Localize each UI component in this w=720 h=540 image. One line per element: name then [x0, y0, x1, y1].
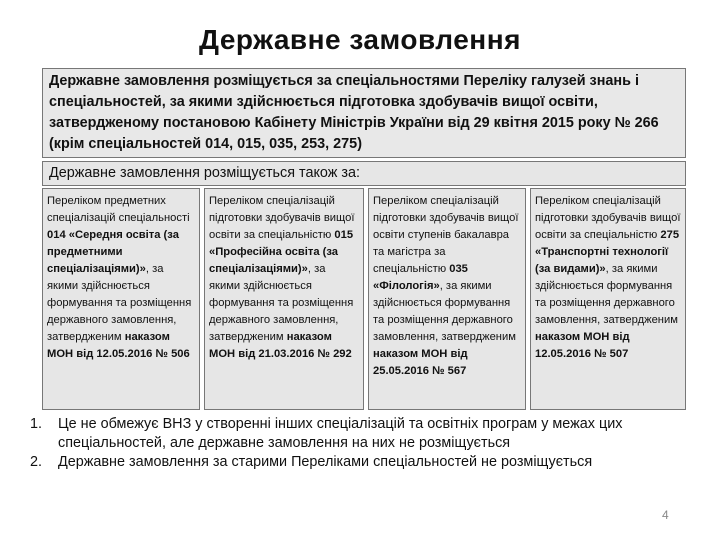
column-text: Переліком спеціалізацій підготовки здобувачів вищої освіти за спеціальністю [209, 195, 355, 241]
specialization-columns [42, 188, 686, 410]
slide-title: Державне замовлення [199, 24, 521, 55]
column-specialty: 035 «Філологія» [373, 263, 468, 292]
column-specialty: 275 «Транспортні технології (за видами)» [535, 229, 680, 275]
note-number: 2. [30, 454, 43, 470]
column-text: , за якими здійснюється формування та розміщення державного замовлення, затвердженим [373, 280, 516, 343]
note-item [28, 453, 688, 472]
column-text: , за якими здійснюється формування та розміщення державного замовлення, затвердженим [47, 263, 192, 343]
column-014 [42, 188, 200, 410]
intro-text-box: Державне замовлення розміщується за спеціальностями Переліку галузей знань і спеціальностей, за якими здійснюється підготовка здобувачів вищої освіти, затвердженому постановою Кабінету Міністрів України від 29 квітня 2015 року № 266 (крім спеціальностей 014, 015, 035, 253, 275) [42, 68, 686, 158]
column-specialty: 015 «Професійна освіта (за спеціалізаціями)» [209, 229, 354, 275]
column-text: Переліком спеціалізацій підготовки здобувачів вищої освіти ступенів бакалавра та магістра за спеціальністю [373, 195, 519, 275]
note-text: Державне замовлення за старими Переліками спеціальностей не розміщується [58, 454, 593, 470]
note-number: 1. [30, 416, 43, 432]
column-text: Переліком спеціалізацій підготовки здобувачів вищої освіти за спеціальністю [535, 195, 681, 241]
column-text: , за якими здійснюється формування та розміщення державного замовлення, затвердженим [209, 263, 354, 343]
page-number: 4 [662, 508, 669, 522]
column-015 [204, 188, 364, 410]
column-text: Переліком предметних спеціалізацій спеціальності [47, 195, 190, 224]
column-specialty: 014 «Середня освіта (за предметними спеціалізаціями)» [47, 229, 179, 275]
note-text: Це не обмежує ВНЗ у створенні інших спеціалізацій та освітніх програм у межах цих спеціальностей, але державне замовлення на них не розміщується [58, 416, 623, 451]
column-order: наказом МОН від 21.03.2016 № 292 [209, 331, 352, 360]
column-text: , за якими здійснюється формування та розміщення державного замовлення, затвердженим [535, 263, 678, 326]
subheading-box: Державне замовлення розміщується також за: [42, 161, 686, 186]
notes-list [28, 415, 688, 472]
column-order: наказом МОН від 12.05.2016 № 507 [535, 331, 630, 360]
note-item [28, 415, 688, 453]
column-035 [368, 188, 526, 410]
column-order: наказом МОН від 25.05.2016 № 567 [373, 348, 468, 377]
column-275 [530, 188, 686, 410]
column-order: наказом МОН від 12.05.2016 № 506 [47, 331, 190, 360]
